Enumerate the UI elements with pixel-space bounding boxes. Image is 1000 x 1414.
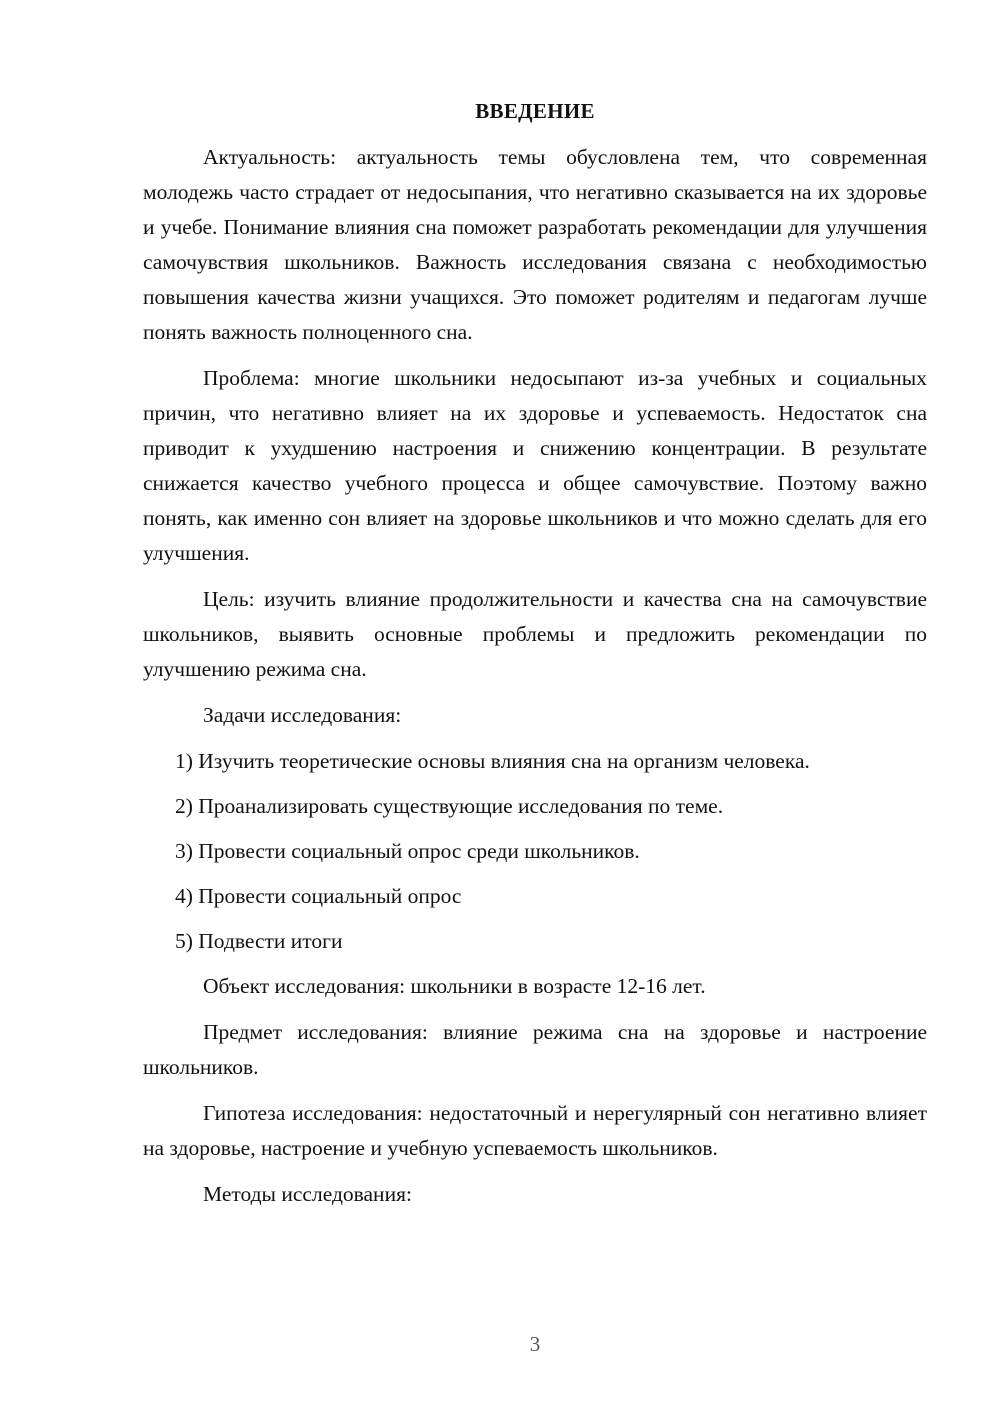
document-page — [143, 96, 927, 1223]
tasks-list — [143, 744, 927, 959]
paragraph-subject: Предмет исследования: влияние режима сна на здоровье и настроение школьников. — [143, 1020, 927, 1079]
list-item: 3) Провести социальный опрос среди школьников. — [175, 839, 640, 863]
document-title: ВВЕДЕНИЕ — [475, 99, 595, 123]
list-item: 1) Изучить теоретические основы влияния сна на организм человека. — [175, 749, 810, 773]
methods-heading: Методы исследования: — [203, 1182, 412, 1206]
list-item: 4) Провести социальный опрос — [175, 884, 462, 908]
paragraph-object: Объект исследования: школьники в возрасте 12-16 лет. — [203, 974, 706, 998]
page-number: 3 — [529, 1332, 541, 1356]
paragraph-goal: Цель: изучить влияние продолжительности и качества сна на самочувствие школьников, выявить основные проблемы и предложить рекомендации по улучшению режима сна. — [143, 587, 927, 681]
paragraph-hypothesis: Гипотеза исследования: недостаточный и нерегулярный сон негативно влияет на здоровье, настроение и учебную успеваемость школьников. — [143, 1101, 927, 1160]
list-item: 5) Подвести итоги — [175, 929, 343, 953]
paragraph-relevance: Актуальность: актуальность темы обусловлена тем, что современная молодежь часто страдает от недосыпания, что негативно сказывается на их здоровье и учебе. Понимание влияния сна поможет разработать рекомендации для улучшения самочувствия школьников. Важность исследования связана с необходимостью повышения качества жизни учащихся. Это поможет родителям и педагогам лучше понять важность полноценного сна. — [143, 145, 927, 344]
list-item: 2) Проанализировать существующие исследования по теме. — [175, 794, 724, 818]
tasks-heading: Задачи исследования: — [203, 703, 402, 727]
paragraph-problem: Проблема: многие школьники недосыпают из-за учебных и социальных причин, что негативно влияет на их здоровье и успеваемость. Недостаток сна приводит к ухудшению настроения и снижению концентрации. В результате снижается качество учебного процесса и общее самочувствие. Поэтому важно понять, как именно сон влияет на здоровье школьников и что можно сделать для его улучшения. — [143, 366, 927, 565]
